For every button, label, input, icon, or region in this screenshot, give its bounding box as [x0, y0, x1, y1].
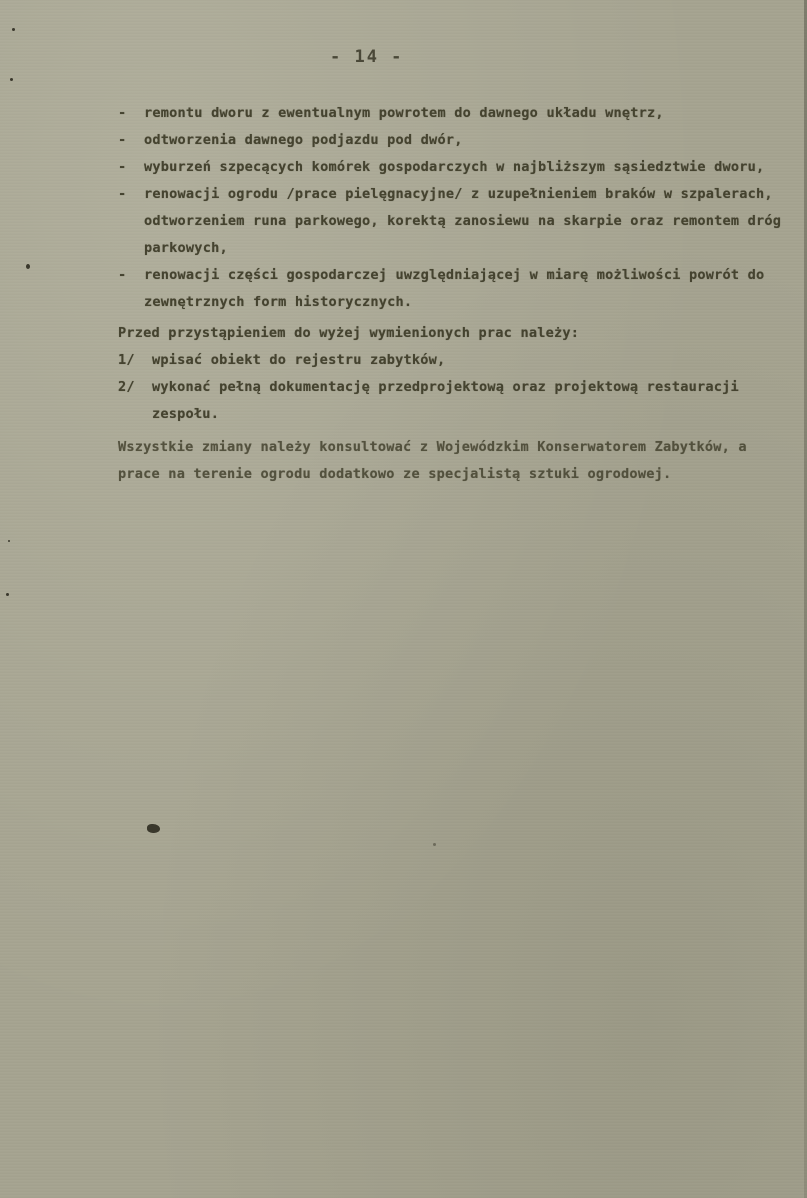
speck-mark: [26, 264, 30, 269]
list-dash: -: [118, 132, 127, 148]
item-number: 2/: [118, 379, 135, 395]
numbered-item-text: wykonać pełną dokumentację przedprojektową oraz projektową restauracji zespołu.: [152, 379, 739, 422]
ink-blot-mark: [147, 824, 160, 833]
list-item: [118, 127, 783, 154]
item-number: 1/: [118, 352, 135, 368]
list-item: [118, 262, 783, 316]
speck-mark: [12, 28, 15, 31]
list-item-text: odtworzenia dawnego podjazdu pod dwór,: [144, 132, 463, 148]
list-item-text: renowacji ogrodu /prace pielęgnacyjne/ z uzupełnieniem braków w szpalerach, odtworzeniem runa parkowego, korektą zanosiewu na skarpie oraz remontem dróg parkowych,: [144, 186, 782, 256]
speck-mark: [8, 540, 10, 542]
list-dash: -: [118, 267, 127, 283]
numbered-item: [118, 347, 783, 374]
document-body: [118, 100, 783, 488]
list-dash: -: [118, 159, 127, 175]
speck-mark: [10, 78, 13, 81]
list-dash: -: [118, 105, 127, 121]
list-item-text: remontu dworu z ewentualnym powrotem do dawnego układu wnętrz,: [144, 105, 664, 121]
list-item-text: renowacji części gospodarczej uwzględniającej w miarę możliwości powrót do zewnętrznych form historycznych.: [144, 267, 765, 310]
closing-paragraph: Wszystkie zmiany należy konsultować z Wojewódzkim Konserwatorem Zabytków, a prace na terenie ogrodu dodatkowo ze specjalistą sztuki ogrodowej.: [118, 439, 747, 482]
intro-sentence: Przed przystąpieniem do wyżej wymienionych prac należy:: [118, 325, 580, 341]
list-item: [118, 181, 783, 262]
list-item: [118, 100, 783, 127]
list-item: [118, 154, 783, 181]
speck-mark: [6, 593, 9, 596]
list-item-text: wyburzeń szpecących komórek gospodarczych w najbliższym sąsiedztwie dworu,: [144, 159, 765, 175]
page-number: - 14 -: [330, 47, 404, 67]
speck-mark: [433, 843, 436, 846]
numbered-item: [118, 374, 783, 428]
numbered-item-text: wpisać obiekt do rejestru zabytków,: [152, 352, 446, 368]
list-dash: -: [118, 186, 127, 202]
